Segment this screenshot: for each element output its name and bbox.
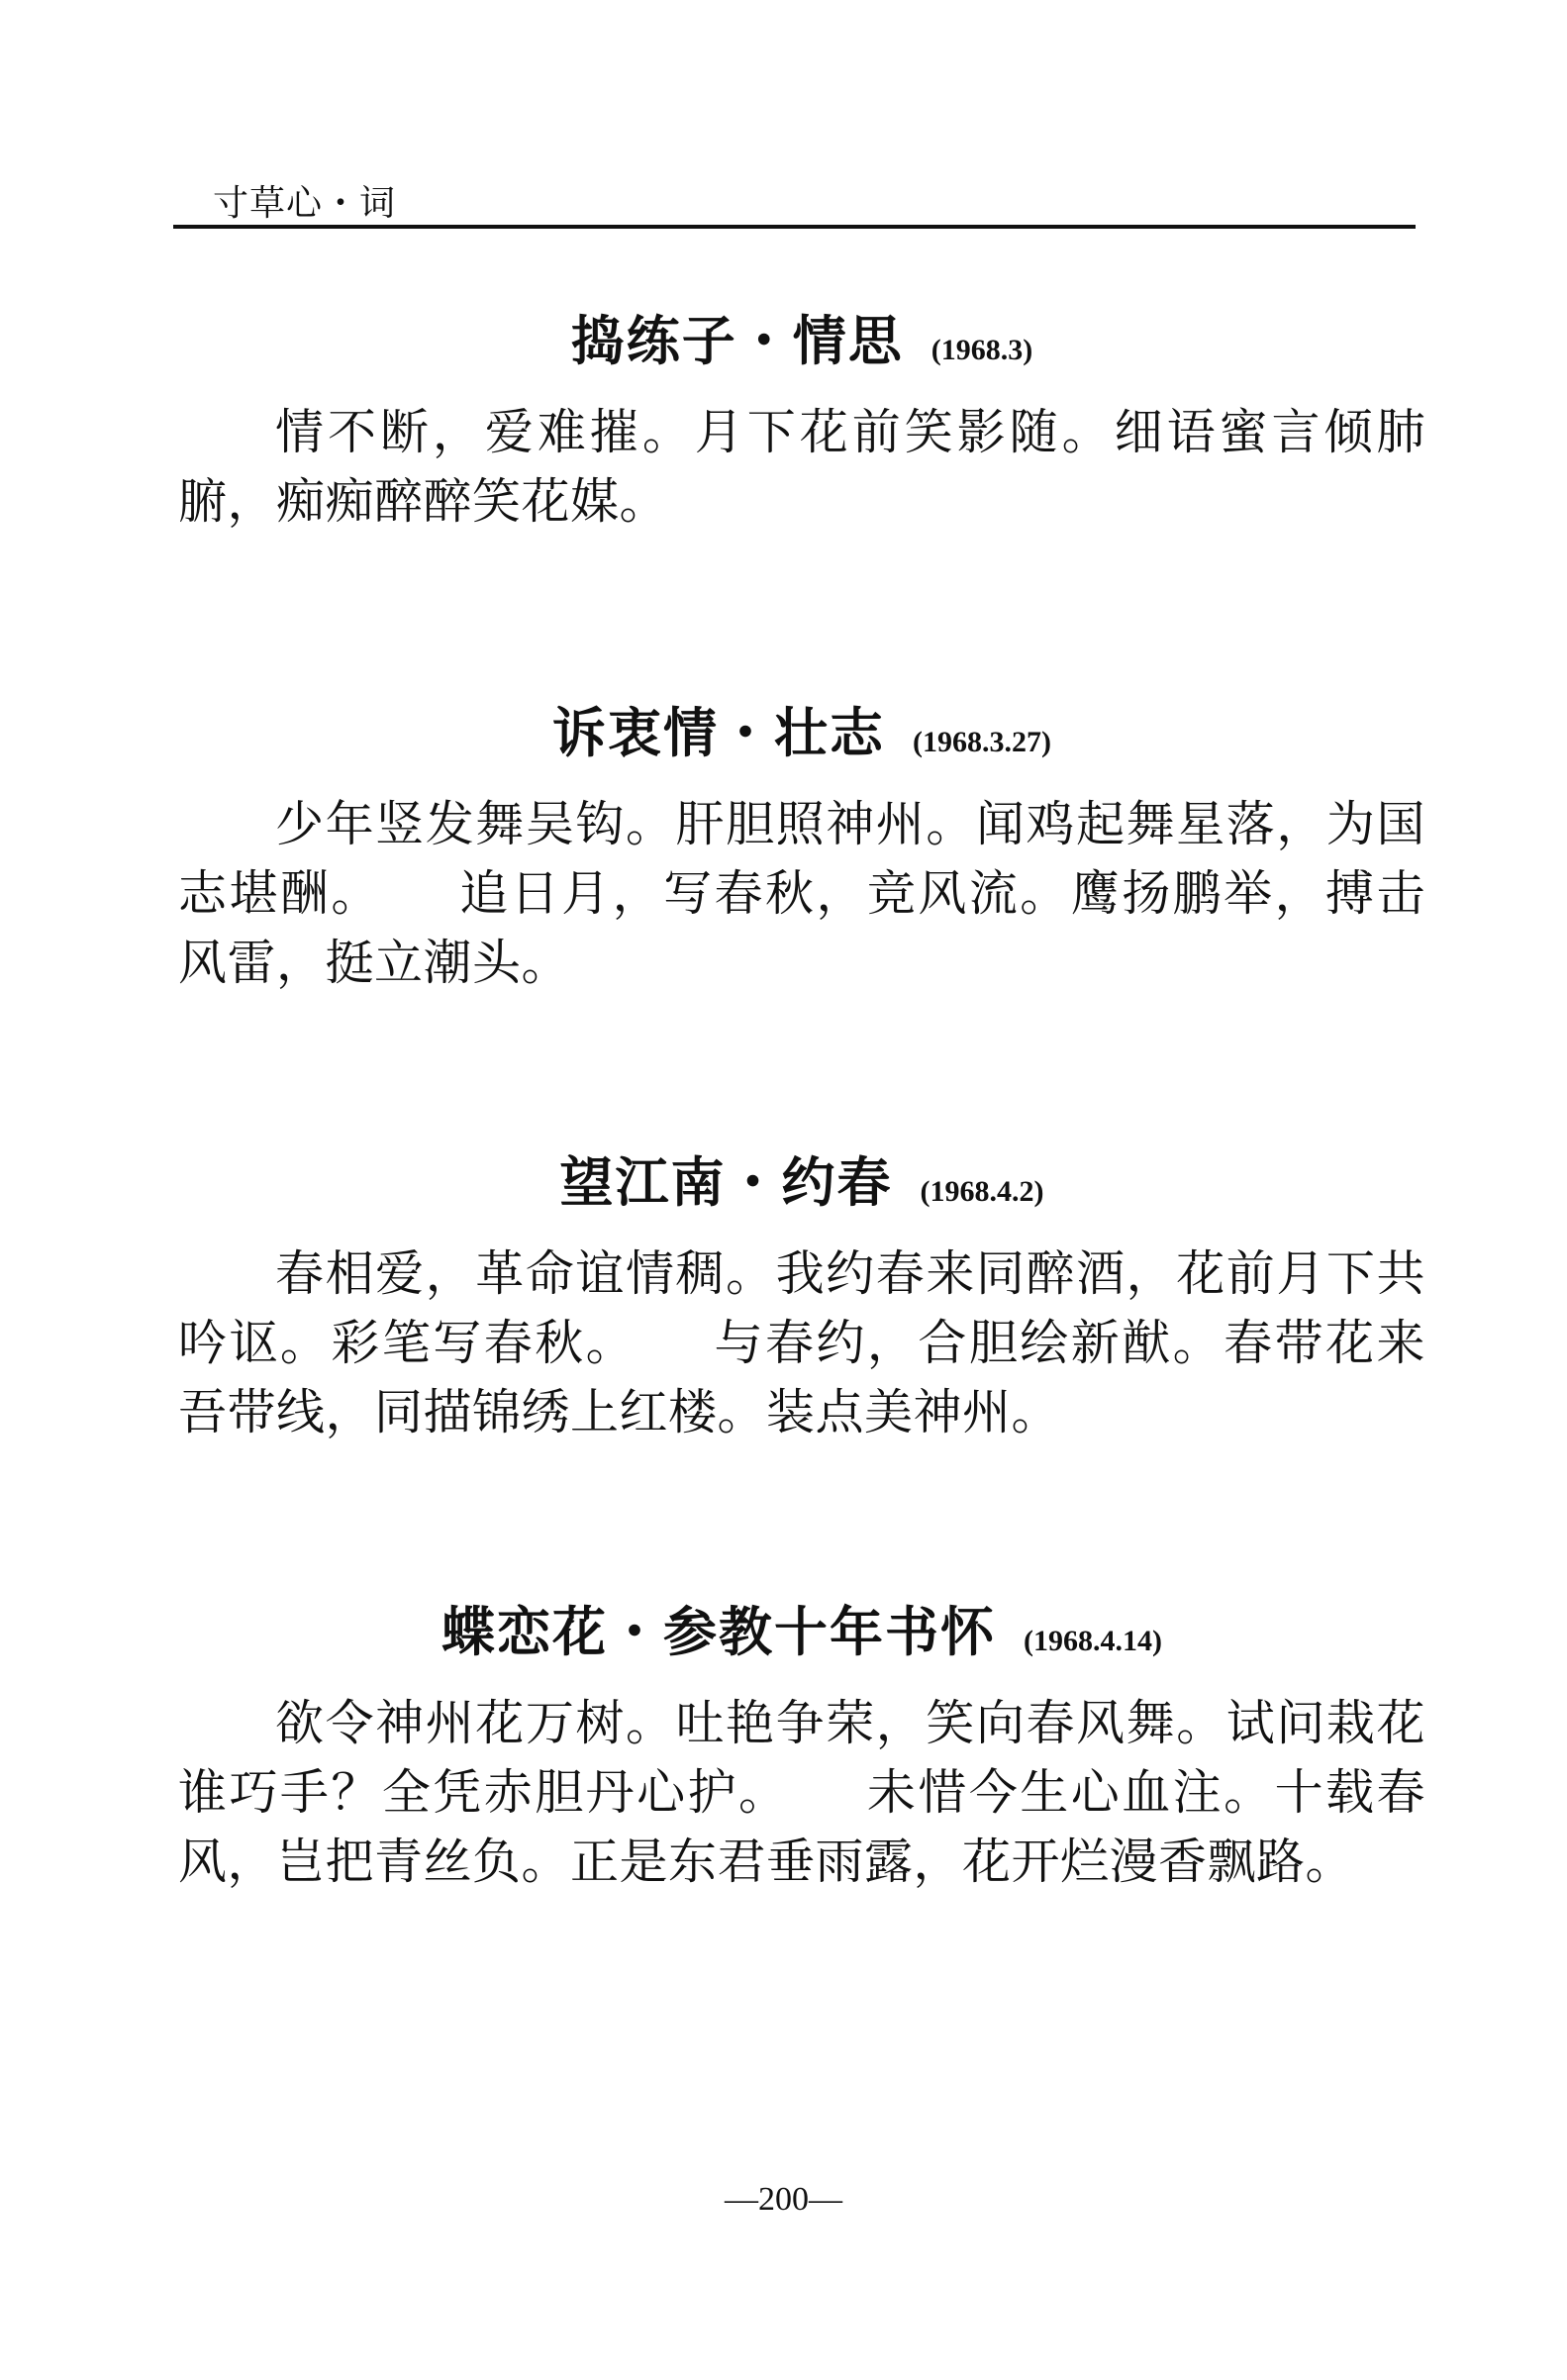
poem-title: 望江南・约春 <box>559 1151 893 1214</box>
poem-date: (1968.3.27) <box>913 726 1051 758</box>
book-section-title: 寸草心・词 <box>213 183 397 224</box>
poem-title: 捣练子・情思 <box>570 310 904 372</box>
poem-heading <box>178 1151 1425 1214</box>
poem-text: 欲令神州花万树。吐艳争荣，笑向春风舞。试问栽花谁巧手？全凭赤胆丹心护。 未惜今生心血注。十载春风，岂把青丝负。正是东君垂雨露，花开烂漫香飘路。 <box>178 1695 1425 1890</box>
poem-text: 情不断，爱难摧。月下花前笑影随。细语蜜言倾肺腑，痴痴醉醉笑花媒。 <box>178 404 1425 530</box>
poem-section <box>178 1151 1425 1447</box>
poem-title: 蝶恋花・参教十年书怀 <box>441 1601 996 1663</box>
page-number: —200— <box>725 2181 842 2218</box>
poem-heading <box>178 1601 1425 1663</box>
poem-heading <box>178 310 1425 372</box>
poem-section <box>178 310 1425 537</box>
poem-text: 春相爱，革命谊情稠。我约春来同醉酒，花前月下共吟讴。彩笔写春秋。 与春约，合胆绘新猷。春带花来吾带线，同描锦绣上红楼。装点美神州。 <box>178 1245 1425 1440</box>
poem-title: 诉衷情・壮志 <box>552 702 885 764</box>
poem-date: (1968.3) <box>930 334 1033 366</box>
poem-section <box>178 1601 1425 1897</box>
poem-section <box>178 702 1425 998</box>
poem-date: (1968.4.2) <box>920 1175 1044 1208</box>
poem-text: 少年竖发舞吴钩。肝胆照神州。闻鸡起舞星落，为国志堪酬。 追日月，写春秋，竞风流。鹰扬鹏举，搏击风雷，挺立潮头。 <box>178 796 1425 991</box>
running-header <box>173 173 1416 229</box>
poem-heading <box>178 702 1425 764</box>
poem-date: (1968.4.14) <box>1024 1625 1162 1657</box>
